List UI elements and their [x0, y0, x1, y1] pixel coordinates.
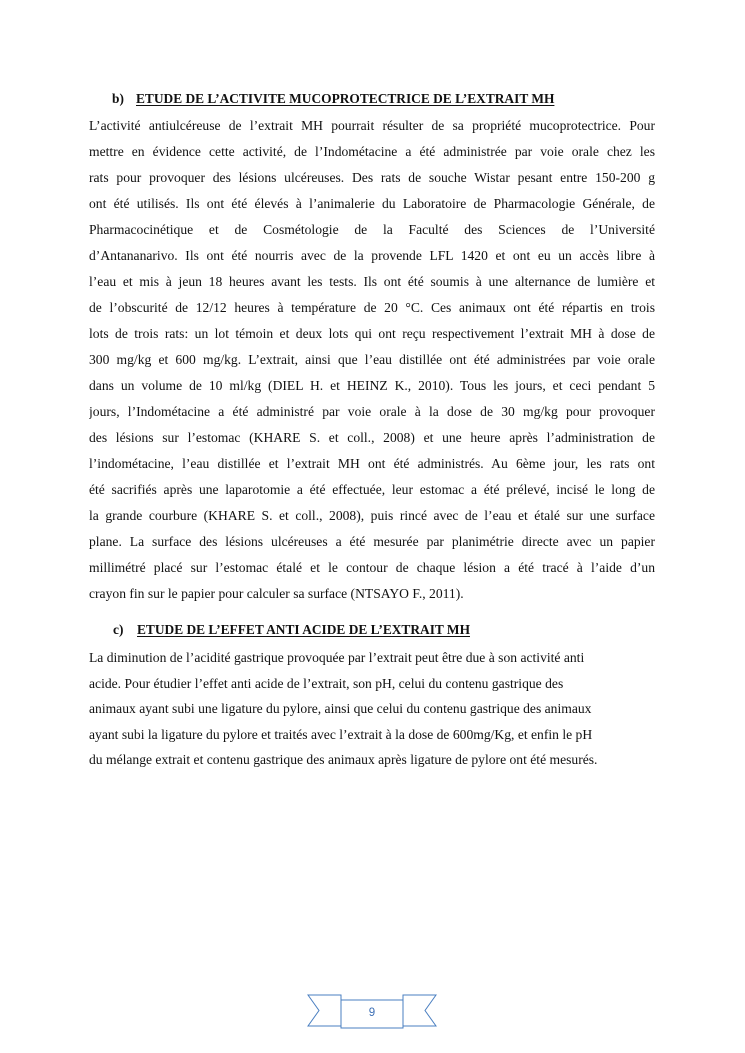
section-b-paragraph [89, 113, 655, 607]
section-c-title: ETUDE DE L’EFFET ANTI ACIDE DE L’EXTRAIT MH [137, 622, 470, 637]
paragraph-line: acide. Pour étudier l’effet anti acide de l’extrait, son pH, celui du contenu gastrique des [89, 675, 564, 691]
paragraph-line: été sacrifiés après une laparotomie a été effectuée, leur estomac a été prélevé, incisé le long de [89, 482, 655, 497]
paragraph-line: l’eau et mis à jeun 18 heures avant les tests. Ils ont été soumis à une alternance de lumière et [89, 274, 655, 289]
paragraph-line: la grande courbure (KHARE S. et coll., 2008), puis rincé avec de l’eau et étalé sur une surface [89, 508, 655, 523]
section-b-title: ETUDE DE L’ACTIVITE MUCOPROTECTRICE DE L’EXTRAIT MH [136, 91, 555, 106]
paragraph-line: de l’obscurité de 12/12 heures à température de 20 °C. Ces animaux ont été répartis en trois [89, 300, 655, 315]
paragraph-line: jours, l’Indométacine a été administré par voie orale à la dose de 30 mg/kg pour provoquer [89, 404, 655, 419]
paragraph-line: Pharmacocinétique et de Cosmétologie de la Faculté des Sciences de l’Université [89, 222, 655, 237]
paragraph-line: La diminution de l’acidité gastrique provoquée par l’extrait peut être due à son activité anti [89, 650, 585, 665]
paragraph-line: lots de trois rats: un lot témoin et deux lots qui ont reçu respectivement l’extrait MH à dose de [89, 326, 655, 341]
paragraph-line: dans un volume de 10 ml/kg (DIEL H. et HEINZ K., 2010). Tous les jours, et ceci pendant 5 [89, 378, 655, 393]
section-b-heading [112, 91, 554, 107]
section-b-marker: b) [112, 91, 124, 106]
paragraph-line: l’indométacine, l’eau distillée et l’extrait MH ont été administrés. Au 6ème jour, les rats ont [89, 456, 655, 471]
section-c-paragraph [89, 645, 655, 773]
paragraph-line: d’Antananarivo. Ils ont été nourris avec de la provende LFL 1420 et ont eu un accès libre à [89, 248, 655, 263]
paragraph-line: L’activité antiulcéreuse de l’extrait MH pourrait résulter de sa propriété mucoprotectrice. Pour [89, 118, 655, 133]
paragraph-line: ont été utilisés. Ils ont été élevés à l’animalerie du Laboratoire de Pharmacologie Générale, de [89, 196, 655, 211]
paragraph-line: mettre en évidence cette activité, de l’Indométacine a été administrée par voie orale chez les [89, 144, 655, 159]
section-c-heading [113, 622, 470, 638]
paragraph-line: crayon fin sur le papier pour calculer sa surface (NTSAYO F., 2011). [89, 586, 464, 601]
section-c-marker: c) [113, 622, 124, 637]
paragraph-line: du mélange extrait et contenu gastrique des animaux après ligature de pylore ont été mesurés. [89, 752, 598, 767]
page-number: 9 [368, 1007, 376, 1019]
paragraph-line: 300 mg/kg et 600 mg/kg. L’extrait, ainsi que l’eau distillée ont été administrées par voie orale [89, 352, 655, 367]
paragraph-line: millimétré placé sur l’estomac étalé et le contour de chaque lésion a été tracé à l’aide d’un [89, 560, 655, 575]
paragraph-line: rats pour provoquer des lésions ulcéreuses. Des rats de souche Wistar pesant entre 150-200 g [89, 170, 655, 185]
paragraph-line: plane. La surface des lésions ulcéreuses a été mesurée par planimétrie directe avec un papier [89, 534, 655, 549]
paragraph-line: des lésions sur l’estomac (KHARE S. et coll., 2008) et une heure après l’administration de [89, 430, 655, 445]
paragraph-line: ayant subi la ligature du pylore et traités avec l’extrait à la dose de 600mg/Kg, et enfin le pH [89, 726, 593, 742]
paragraph-line: animaux ayant subi une ligature du pylore, ainsi que celui du contenu gastrique des animaux [89, 701, 592, 716]
